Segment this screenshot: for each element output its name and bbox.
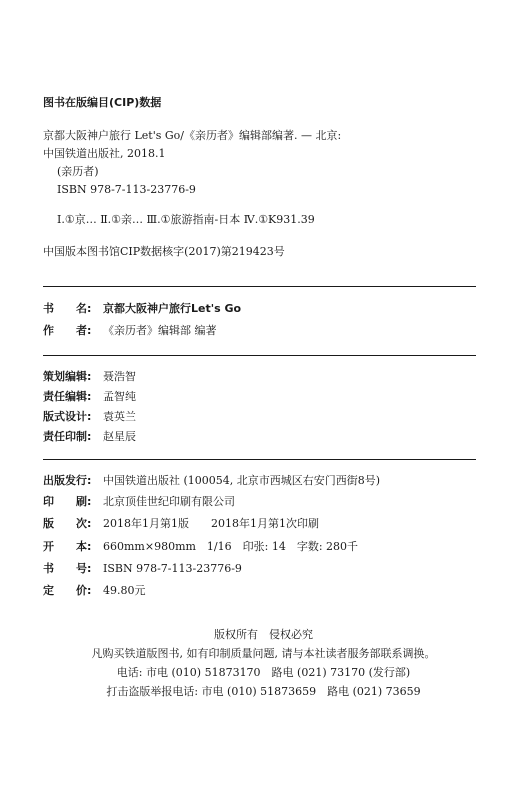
staff-label: 策划编辑: xyxy=(43,370,92,383)
cip-entry-line-2: 中国铁道出版社, 2018.1 xyxy=(43,147,166,160)
publication-label: 开 本: xyxy=(43,540,92,553)
publication-label: 版 次: xyxy=(43,517,92,530)
staff-value: 赵星辰 xyxy=(103,430,136,443)
piracy-phone-line: 打击盗版举报电话: 市电 (010) 51873659 路电 (021) 73659 xyxy=(106,685,421,698)
staff-value: 聂浩智 xyxy=(103,370,136,383)
rights-notice: 版权所有 侵权必究 xyxy=(214,628,313,641)
publication-value: 49.80元 xyxy=(103,584,146,597)
publication-row xyxy=(43,495,235,509)
staff-row xyxy=(43,430,136,444)
publication-label: 定 价: xyxy=(43,584,92,597)
publication-row xyxy=(43,474,380,488)
cip-classification: Ⅰ.①京… Ⅱ.①亲… Ⅲ.①旅游指南-日本 Ⅳ.①K931.39 xyxy=(57,213,315,226)
cip-heading: 图书在版编目(CIP)数据 xyxy=(43,96,162,109)
cip-entry-line-3: (亲历者) xyxy=(57,165,99,178)
author-value: 《亲历者》编辑部 编著 xyxy=(103,324,217,337)
staff-label: 责任印制: xyxy=(43,430,92,443)
title-row xyxy=(43,302,241,316)
publication-row xyxy=(43,584,146,598)
publication-value: 2018年1月第1版 2018年1月第1次印刷 xyxy=(103,517,319,530)
publication-value: 660mm×980mm 1/16 印张: 14 字数: 280千 xyxy=(103,540,359,553)
publication-label: 印 刷: xyxy=(43,495,92,508)
divider-middle xyxy=(43,355,476,356)
publication-label: 书 号: xyxy=(43,562,92,575)
publication-value: ISBN 978-7-113-23776-9 xyxy=(103,562,242,575)
cip-entry-line-1: 京都大阪神户旅行 Let's Go/《亲历者》编辑部编著. — 北京: xyxy=(43,129,342,142)
divider-top xyxy=(43,286,476,287)
divider-lower xyxy=(43,459,476,460)
exchange-notice: 凡购买铁道版图书, 如有印制质量问题, 请与本社读者服务部联系调换。 xyxy=(91,647,436,660)
publication-row xyxy=(43,517,319,531)
publication-row xyxy=(43,562,242,576)
author-label: 作 者: xyxy=(43,324,92,337)
publication-row xyxy=(43,540,358,554)
phone-line: 电话: 市电 (010) 51873170 路电 (021) 73170 (发行部) xyxy=(116,666,411,679)
staff-value: 袁英兰 xyxy=(103,410,136,423)
staff-row xyxy=(43,390,136,404)
author-row xyxy=(43,324,217,338)
book-title: 京都大阪神户旅行Let's Go xyxy=(103,302,242,315)
publication-label: 出版发行: xyxy=(43,474,92,487)
cip-isbn: ISBN 978-7-113-23776-9 xyxy=(57,183,196,196)
staff-row xyxy=(43,370,136,384)
publication-value: 北京顶佳世纪印刷有限公司 xyxy=(103,495,235,508)
staff-value: 孟智纯 xyxy=(103,390,136,403)
publication-value: 中国铁道出版社 (100054, 北京市西城区右安门西街8号) xyxy=(103,474,381,487)
staff-row xyxy=(43,410,136,424)
cip-record-number: 中国版本图书馆CIP数据核字(2017)第219423号 xyxy=(43,245,285,258)
staff-label: 版式设计: xyxy=(43,410,92,423)
staff-label: 责任编辑: xyxy=(43,390,92,403)
title-label: 书 名: xyxy=(43,302,92,315)
